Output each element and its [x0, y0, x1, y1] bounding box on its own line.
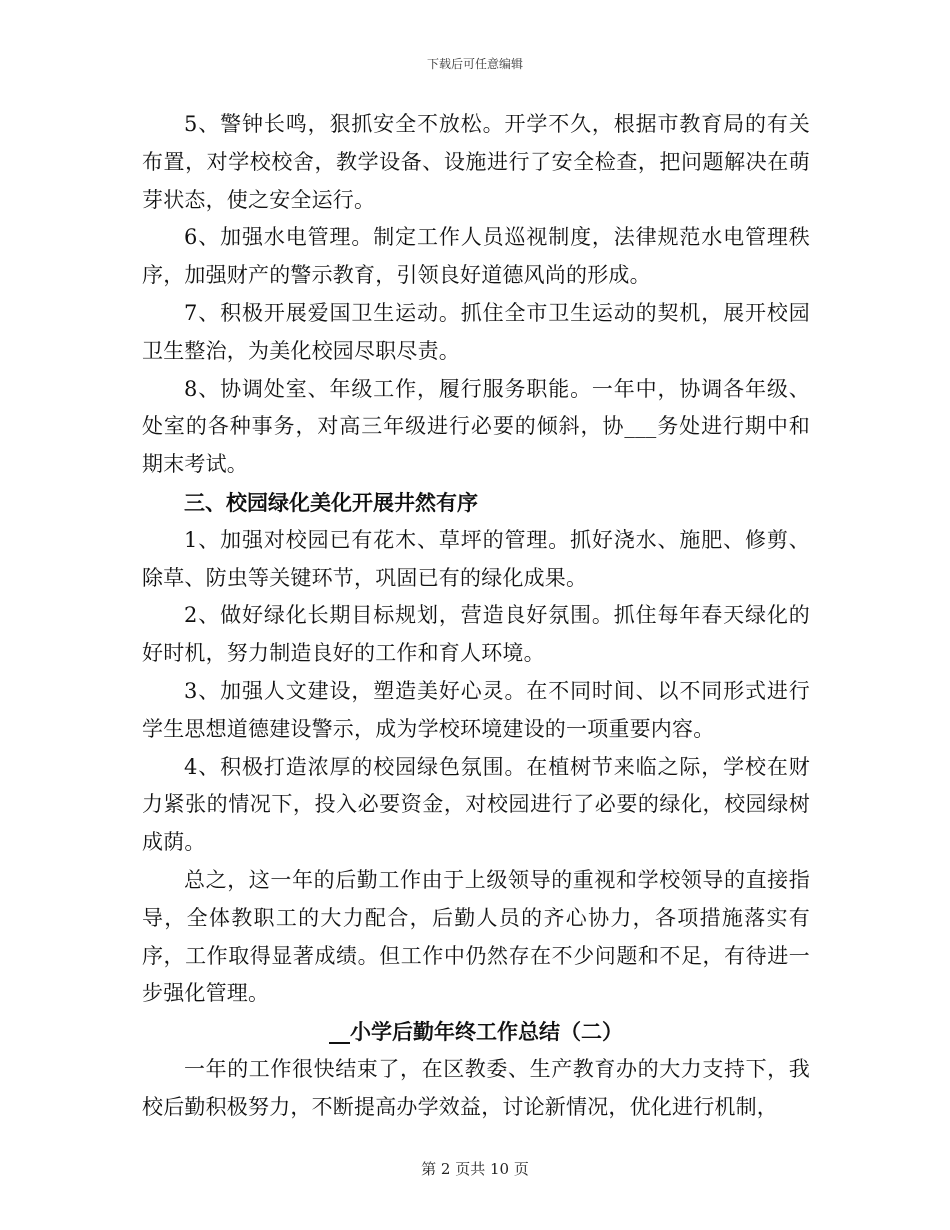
paragraph-greening-3: 3、加强人文建设，塑造美好心灵。在不同时间、以不同形式进行学生思想道德建设警示，成为学校环境建设的一项重要内容。 — [142, 678, 810, 741]
paragraph-item-8: 8、协调处室、年级工作，履行服务职能。一年中，协调各年级、处室的各种事务，对高三年级进行必要的倾斜，协___务处进行期中和期末考试。 — [142, 376, 810, 477]
page-header-note: 下载后可任意编辑 — [426, 57, 523, 71]
document-title-2: __小学后勤年终工作总结（二） — [329, 1019, 623, 1045]
paragraph-intro-2: 一年的工作很快结束了，在区教委、生产教育办的大力支持下，我校后勤积极努力，不断提高办学效益，讨论新情况，优化进行机制， — [142, 1056, 810, 1119]
paragraph-greening-1: 1、加强对校园已有花木、草坪的管理。抓好浇水、施肥、修剪、除草、防虫等关键环节，巩固已有的绿化成果。 — [142, 527, 810, 590]
paragraph-item-5: 5、警钟长鸣，狠抓安全不放松。开学不久，根据市教育局的有关布置，对学校校舍，教学设备、设施进行了安全检查，把问题解决在萌芽状态，使之安全运行。 — [142, 112, 810, 212]
paragraph-summary: 总之，这一年的后勤工作由于上级领导的重视和学校领导的直接指导，全体教职工的大力配合，后勤人员的齐心协力，各项措施落实有序，工作取得显著成绩。但工作中仍然存在不少问题和不足，有待进一步强化管理。 — [142, 867, 810, 1006]
page-number: 第 2 页共 10 页 — [421, 1160, 529, 1178]
paragraph-item-6: 6、加强水电管理。制定工作人员巡视制度，法律规范水电管理秩序，加强财产的警示教育，引领良好道德风尚的形成。 — [142, 225, 810, 288]
paragraph-greening-2: 2、做好绿化长期目标规划，营造良好氛围。抓住每年春天绿化的好时机，努力制造良好的工作和育人环境。 — [142, 603, 810, 666]
paragraph-item-7: 7、积极开展爱国卫生运动。抓住全市卫生运动的契机，展开校园卫生整治，为美化校园尽职尽责。 — [142, 300, 810, 363]
paragraph-greening-4: 4、积极打造浓厚的校园绿色氛围。在植树节来临之际，学校在财力紧张的情况下，投入必要资金，对校园进行了必要的绿化，校园绿树成荫。 — [142, 754, 810, 855]
section-heading-3: 三、校园绿化美化开展井然有序 — [184, 489, 478, 515]
document-body — [142, 106, 810, 1127]
